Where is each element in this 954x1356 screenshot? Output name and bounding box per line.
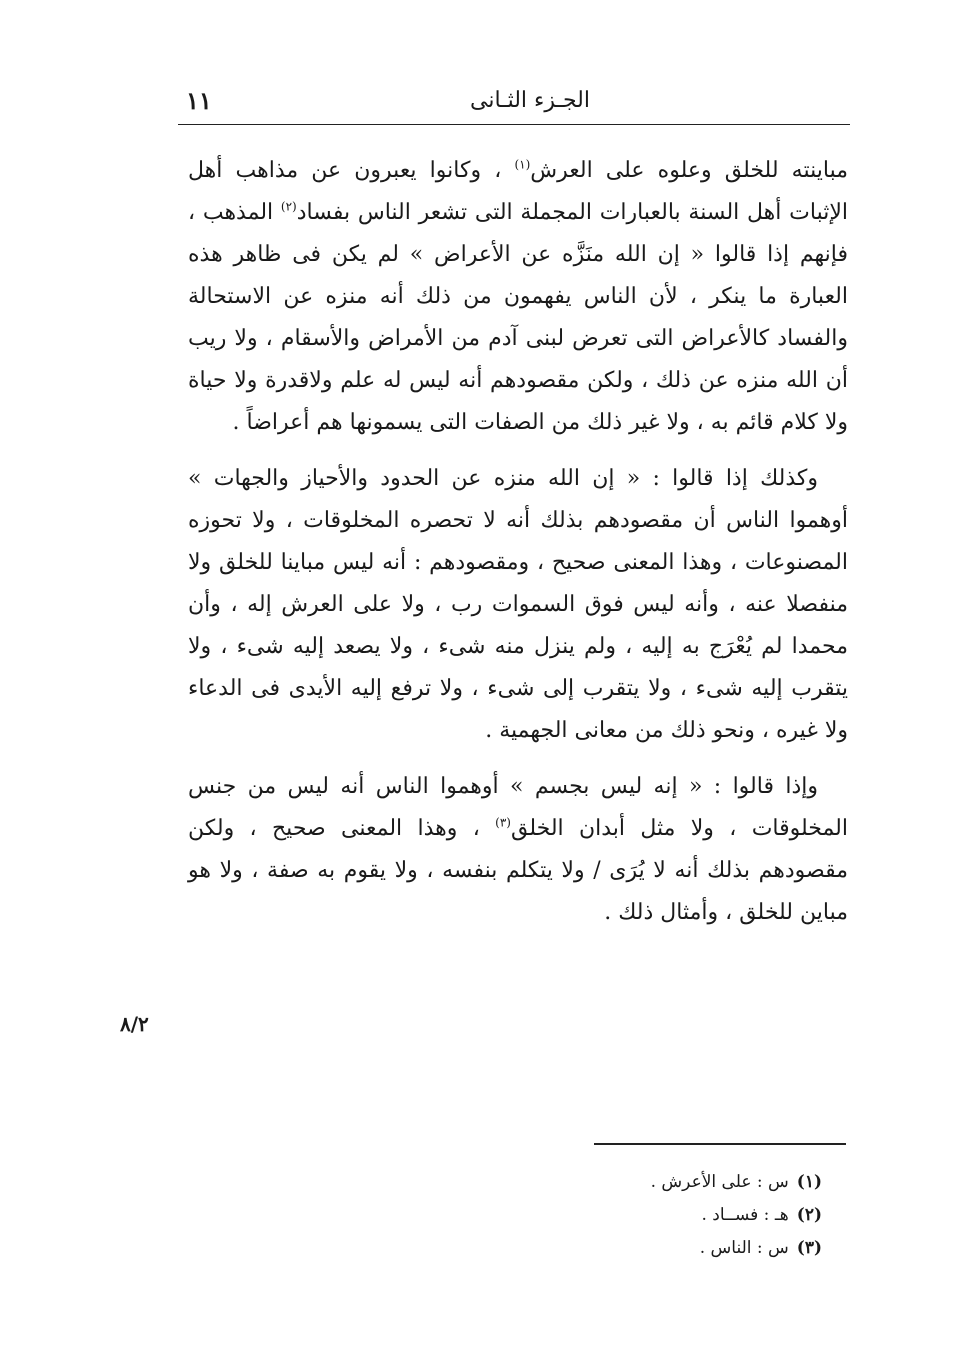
footnote-number: (٣) [796, 1238, 822, 1258]
paragraph-1-part-a: مباينته للخلق وعلوه على العرش [530, 158, 848, 183]
footnote-item [462, 1166, 822, 1199]
paragraph-1-part-b: ، وكانوا يعبرون عن مذاهب أهل الإثبات أهل السنة بالعبارات المجملة التى تشعر الناس بفساد [188, 158, 848, 225]
paragraph-2: وكذلك إذا قالوا : « إن الله منزه عن الحدود والأحياز والجهات » أوهموا الناس أن مقصودهم بذلك أنه لا تحصره المخلوقات ، ولا تحوزه المصنوعات ، وهذا المعنى صحيح ، ومقصودهم : أنه ليس مباينا للخلق ولا منفصلا عنه ، وأنه ليس فوق السموات رب ، ولا على العرش إله ، وأن محمدا لم يُعْرَج به إليه ، ولم ينزل منه شىء ، ولا يصعد إليه شىء ، ولا يتقرب إليه شىء ، ولا يتقرب إلى شىء ، ولا ترفع إليه الأيدى فى الدعاء ولا غيره ، ونحو ذلك من معانى الجهمية . [188, 466, 848, 743]
paragraph-1 [188, 150, 848, 444]
footnote-separator [594, 1143, 846, 1145]
main-text [188, 150, 848, 948]
volume-title: الجـزء الثـانى [469, 88, 590, 113]
footnote-text: س : الناس . [699, 1238, 789, 1258]
running-header [178, 82, 850, 122]
footnotes [462, 1166, 822, 1265]
footnote-number: (١) [796, 1172, 822, 1192]
footnote-ref-3: (٣) [495, 815, 511, 830]
footnote-ref-1: (١) [514, 157, 531, 172]
footnote-item [462, 1199, 822, 1232]
page-number: ١١ [186, 86, 212, 115]
paragraph-3 [188, 766, 848, 934]
margin-page-reference: ٨/٢ [120, 1012, 149, 1036]
footnote-text: س : على الأعرش . [650, 1172, 789, 1192]
paragraph-1-part-c: المذهب ، فإنهم إذا قالوا « إن الله منَزَّه عن الأعراض » لم يكن فى ظاهر هذه العبارة ما ينكر ، لأن الناس يفهمون من ذلك أنه منزه عن الاستحالة والفساد كالأعراض التى تعرض لبنى آدم من الأمراض والأسقام ، ولا ريب أن الله منزه عن ذلك ، ولكن مقصودهم أنه ليس له علم ولاقدرة ولا حياة ولا كلام قائم به ، ولا غير ذلك من الصفات التى يسمونها هم أعراضاً . [188, 200, 848, 435]
header-rule [178, 124, 850, 125]
footnote-number: (٢) [796, 1205, 822, 1225]
paragraph-3-part-b: ، وهذا المعنى صحيح ، ولكن مقصودهم بذلك أنه لا يُرَى / ولا يتكلم بنفسه ، ولا يقوم به صفة ، ولا هو مباين للخلق ، وأمثال ذلك . [188, 816, 848, 925]
paragraph-3-part-a: وإذا قالوا : « إنه ليس بجسم » أوهموا الناس أنه ليس من جنس المخلوقات ، ولا مثل أبدان الخلق [188, 774, 849, 841]
footnote-item [462, 1232, 822, 1265]
footnote-ref-2: (٢) [280, 199, 297, 214]
footnote-text: هـ : فســاد . [701, 1205, 789, 1225]
